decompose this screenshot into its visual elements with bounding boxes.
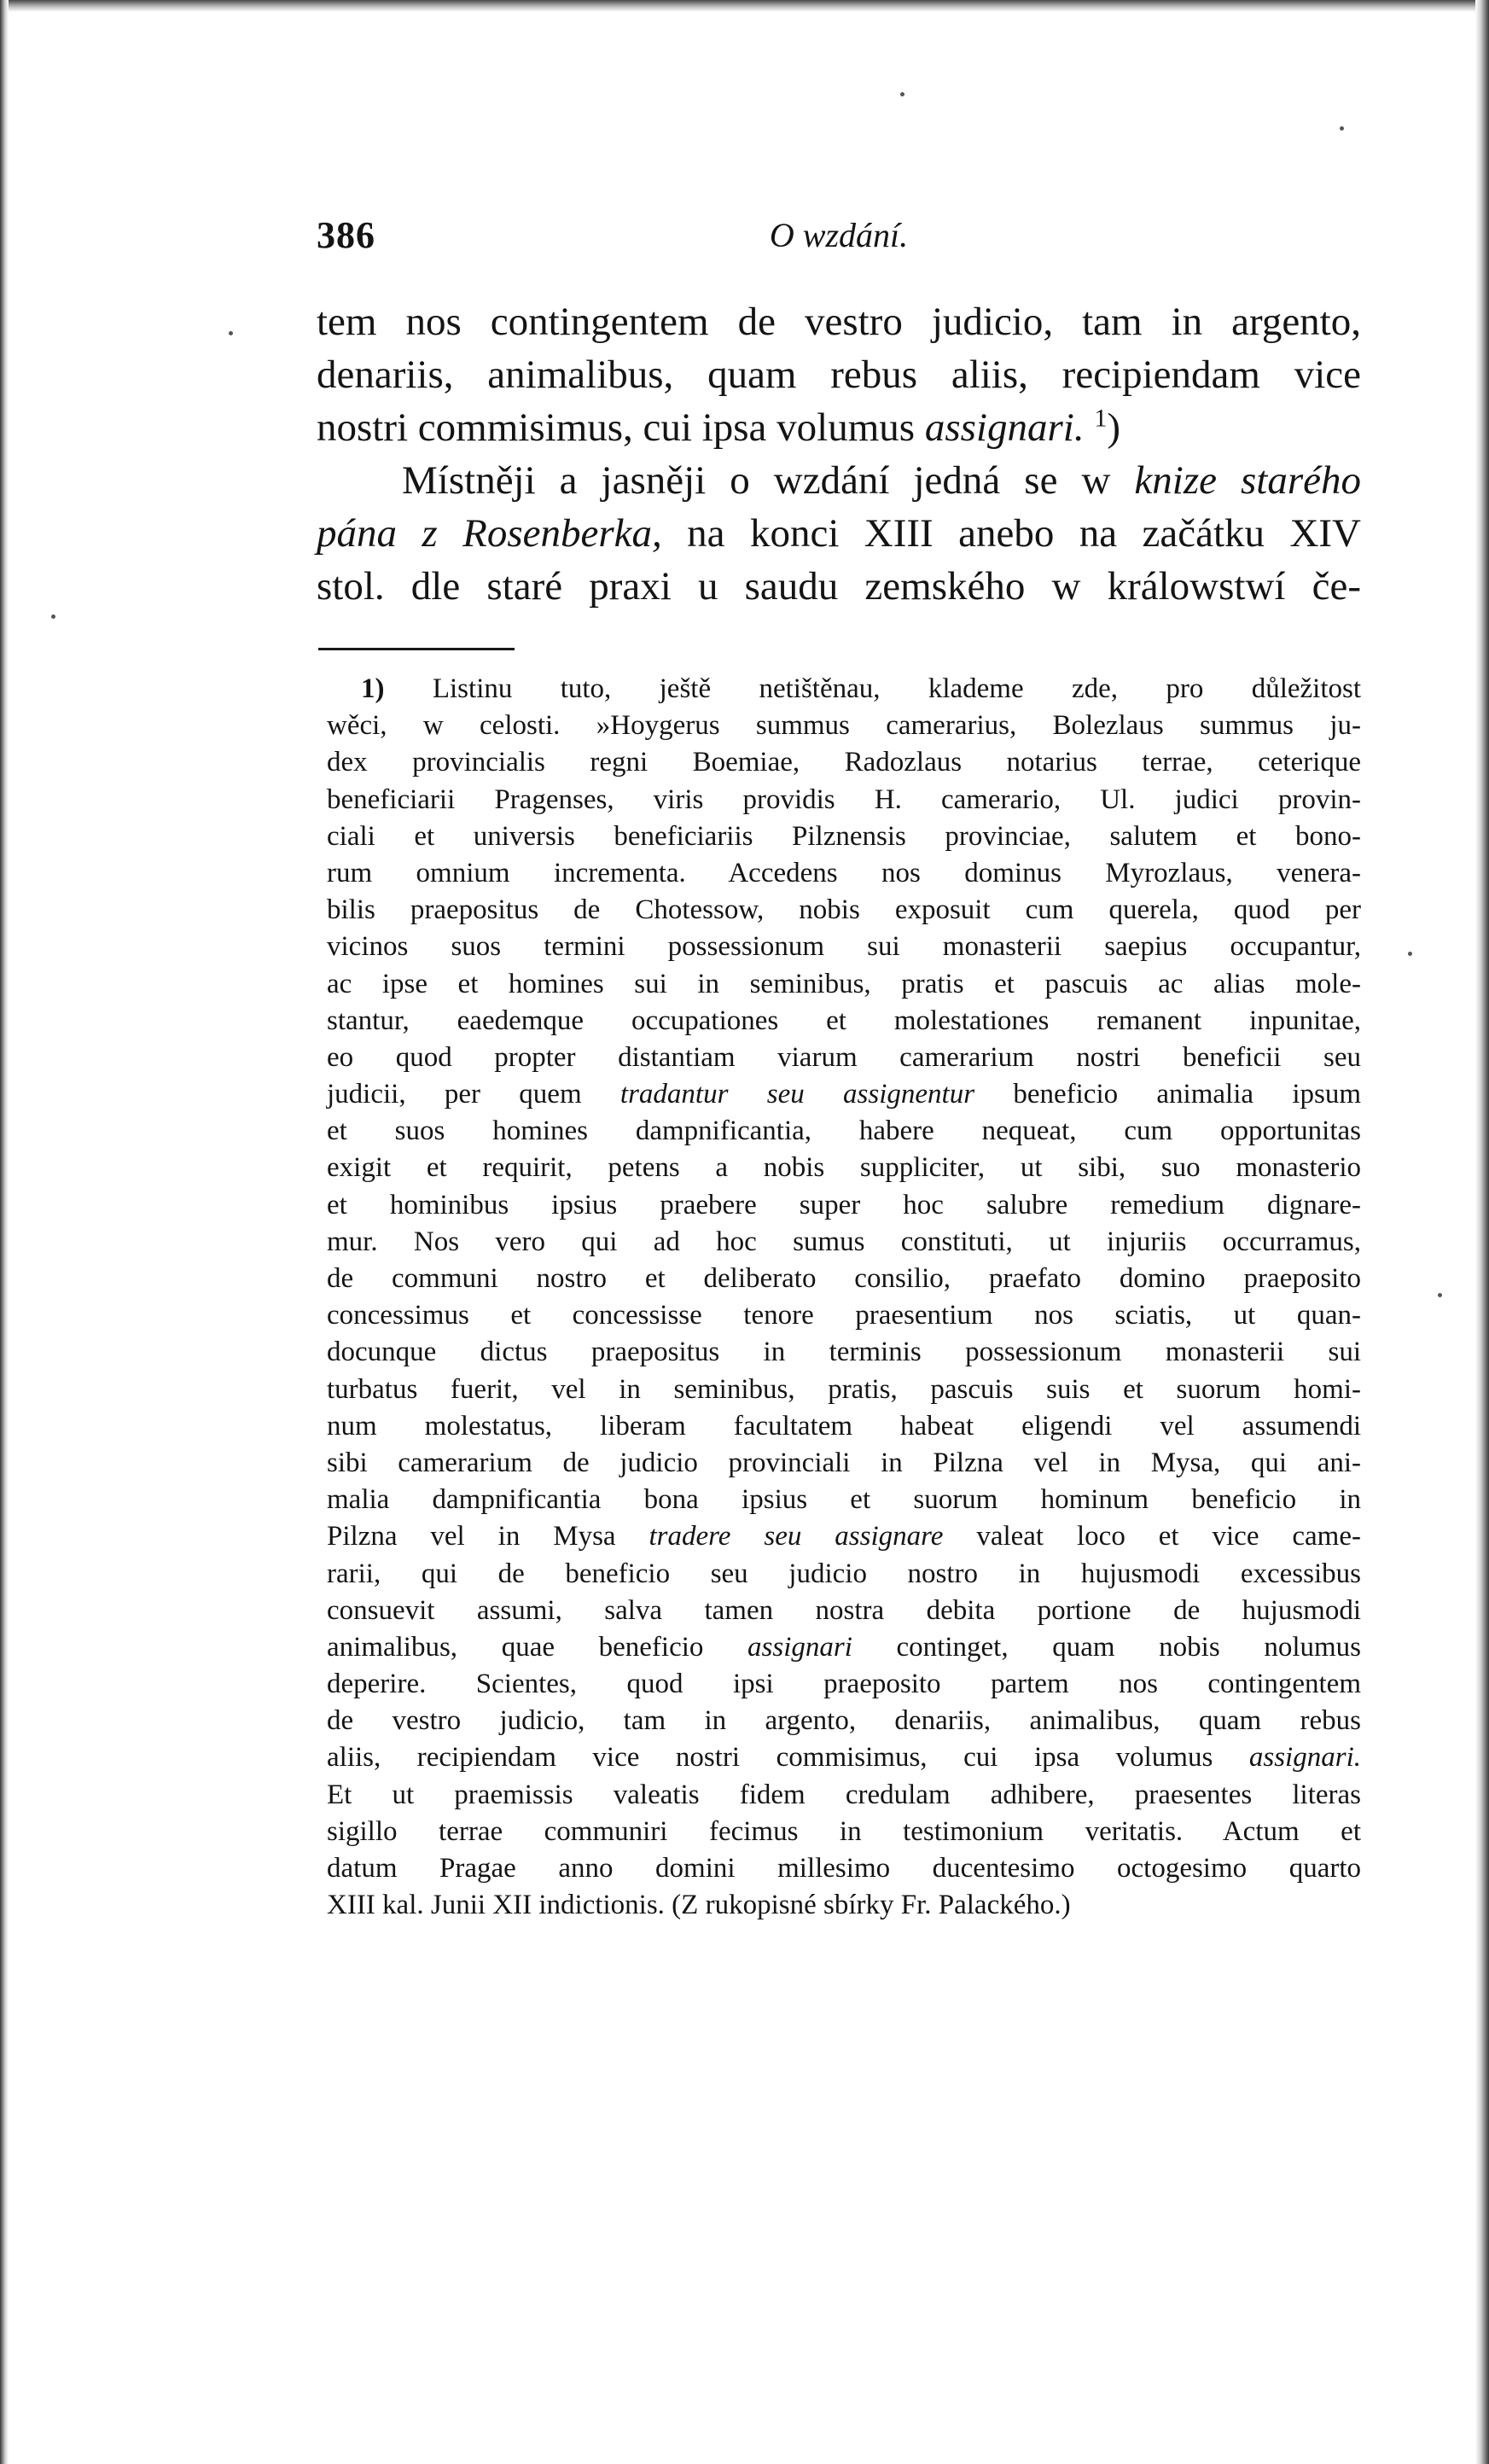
- footnote-marker: 1: [1094, 404, 1108, 433]
- italic-assignari-2: assignari.: [1248, 1742, 1361, 1774]
- footnote-line-34: XIII kal. Junii XII indictionis. (Z rukopisné sbírky Fr. Palackého.): [327, 1890, 1071, 1921]
- footnote-line-12-rest: beneficio animalia ipsum: [974, 1079, 1361, 1110]
- page-number: 386: [317, 214, 375, 256]
- footnote-line-9: ac ipse et homines sui in seminibus, pratis et pascuis ac alias mole-: [327, 968, 1361, 999]
- footnote-line-17: de communi nostro et deliberato consilio, praefato domino praeposito: [327, 1263, 1361, 1294]
- main-line-5-text: na konci XIII anebo na začátku XIV: [661, 511, 1362, 556]
- footnote-line-27-rest: continget, quam nobis nolumus: [852, 1631, 1361, 1663]
- main-line-4: [317, 454, 1361, 507]
- footnote-line-29: de vestro judicio, tam in argento, denariis, animalibus, quam rebus: [327, 1705, 1361, 1737]
- page-edge-left: [0, 0, 9, 2464]
- footnote-line-25: rarii, qui de beneficio seu judicio nostro in hujusmodi excessibus: [327, 1558, 1361, 1589]
- footnote-line-12: [327, 1076, 1361, 1113]
- footnote-line-26: consuevit assumi, salva tamen nostra debita portione de hujusmodi: [327, 1594, 1361, 1626]
- footnote-line-5: ciali et universis beneficiariis Pilznensis provinciae, salutem et bono-: [327, 820, 1361, 852]
- footnote-line-20: turbatus fuerit, vel in seminibus, pratis, pascuis suis et suorum homi-: [327, 1373, 1361, 1405]
- italic-tradantur: tradantur seu assignentur: [619, 1079, 975, 1110]
- footnote-line-3: dex provincialis regni Boemiae, Radozlaus notarius terrae, ceterique: [327, 747, 1361, 778]
- running-head: O wzdání.: [769, 216, 909, 254]
- footnote-line-11: eo quod propter distantiam viarum camerarium nostri beneficii seu: [327, 1041, 1361, 1073]
- footnote-line-19: docunque dictus praepositus in terminis possessionum monasterii sui: [327, 1337, 1361, 1368]
- footnote-line-7: bilis praepositus de Chotessow, nobis exposuit cum querela, quod per: [327, 894, 1361, 926]
- footnote-line-30-text: aliis, recipiendam vice nostri commisimus, cui ipsa volumus: [327, 1742, 1249, 1774]
- scan-speck: [1408, 952, 1412, 956]
- footnote-line-27-text: animalibus, quae beneficio: [327, 1631, 748, 1663]
- main-line-4-text: Místněji a jasněji o wzdání jedná se w: [402, 458, 1135, 503]
- main-line-2: denariis, animalibus, quam rebus aliis, recipiendam vice: [317, 352, 1361, 397]
- footnote-line-31: Et ut praemissis valeatis fidem credulam adhibere, praesentes literas: [327, 1779, 1361, 1810]
- footnote-line-10: stantur, eaedemque occupationes et molestationes remanent inpunitae,: [327, 1005, 1361, 1036]
- page-edge-top: [0, 0, 1489, 12]
- italic-assignari-1: assignari: [747, 1631, 852, 1663]
- footnote-line-21: num molestatus, liberam facultatem habeat eligendi vel assumendi: [327, 1410, 1361, 1442]
- page-header: [317, 213, 1361, 265]
- scan-speck: [51, 615, 55, 619]
- main-text: [317, 295, 1361, 613]
- main-line-5: [317, 507, 1361, 560]
- footnote-line-24: [327, 1518, 1361, 1555]
- italic-assignari: assignari.: [924, 405, 1085, 450]
- footnote-line-14: exigit et requirit, petens a nobis suppliciter, ut sibi, suo monasterio: [327, 1152, 1361, 1184]
- italic-tradere: tradere seu assignare: [649, 1521, 944, 1552]
- footnote-line-13: et suos homines dampnificantia, habere nequeat, cum opportunitas: [327, 1115, 1361, 1147]
- footnote-block: [327, 671, 1361, 1924]
- footnote-line-33: datum Pragae anno domini millesimo ducentesimo octogesimo quarto: [327, 1853, 1361, 1884]
- footnote-line-12-text: judicii, per quem: [327, 1079, 620, 1110]
- scan-speck: [1438, 1293, 1442, 1297]
- main-line-1: tem nos contingentem de vestro judicio, tam in argento,: [317, 300, 1361, 344]
- scan-speck: [1340, 126, 1344, 131]
- footnote-line-27: [327, 1629, 1361, 1666]
- footnote-line-24-text: Pilzna vel in Mysa: [327, 1521, 649, 1552]
- footnote-line-22: sibi camerarium de judicio provinciali in Pilzna vel in Mysa, qui ani-: [327, 1447, 1361, 1478]
- footnote-line-23: malia dampnificantia bona ipsius et suorum hominum beneficio in: [327, 1484, 1361, 1516]
- footnote-line-15: et hominibus ipsius praebere super hoc salubre remedium dignare-: [327, 1189, 1361, 1220]
- footnote-line-30: [327, 1739, 1361, 1776]
- scan-speck: [229, 331, 233, 335]
- main-line-3: [317, 401, 1361, 454]
- footnote-marker-close: ): [1107, 405, 1120, 450]
- scan-speck: [900, 92, 904, 96]
- footnote-line-32: sigillo terrae communiri fecimus in testimonium veritatis. Actum et: [327, 1815, 1361, 1847]
- main-line-6: stol. dle staré praxi u saudu zemského w králowstwí če-: [317, 564, 1361, 609]
- footnote-line-8: vicinos suos termini possessionum sui monasterii saepius occupantur,: [327, 931, 1361, 963]
- footnote-line-2: wěci, w celosti. »Hoygerus summus camerarius, Bolezlaus summus ju-: [327, 710, 1361, 742]
- main-line-3-text: nostri commisimus, cui ipsa volumus: [317, 405, 925, 450]
- page-edge-right: [1475, 0, 1489, 2464]
- italic-book-title-2: pána z Rosenberka,: [317, 511, 662, 556]
- footnote-line-16: mur. Nos vero qui ad hoc sumus constituti, ut injuriis occurramus,: [327, 1226, 1361, 1257]
- italic-book-title: knize starého: [1134, 458, 1361, 503]
- footnote-line-28: deperire. Scientes, quod ipsi praeposito partem nos contingentem: [327, 1669, 1361, 1700]
- footnote-label: 1): [361, 673, 385, 704]
- footnote-line-1: [327, 671, 1361, 708]
- footnote-line-6: rum omnium incrementa. Accedens nos dominus Myrozlaus, venera-: [327, 857, 1361, 888]
- footnote-rule: [318, 648, 515, 650]
- footnote-line-4: beneficiarii Pragenses, viris providis H. camerario, Ul. judici provin-: [327, 783, 1361, 815]
- footnote-line-18: concessimus et concessisse tenore praesentium nos sciatis, ut quan-: [327, 1300, 1361, 1331]
- footnote-line-1-text: Listinu tuto, ještě netištěnau, klademe zde, pro důležitost: [432, 673, 1362, 704]
- footnote-line-24-rest: valeat loco et vice came-: [943, 1521, 1361, 1552]
